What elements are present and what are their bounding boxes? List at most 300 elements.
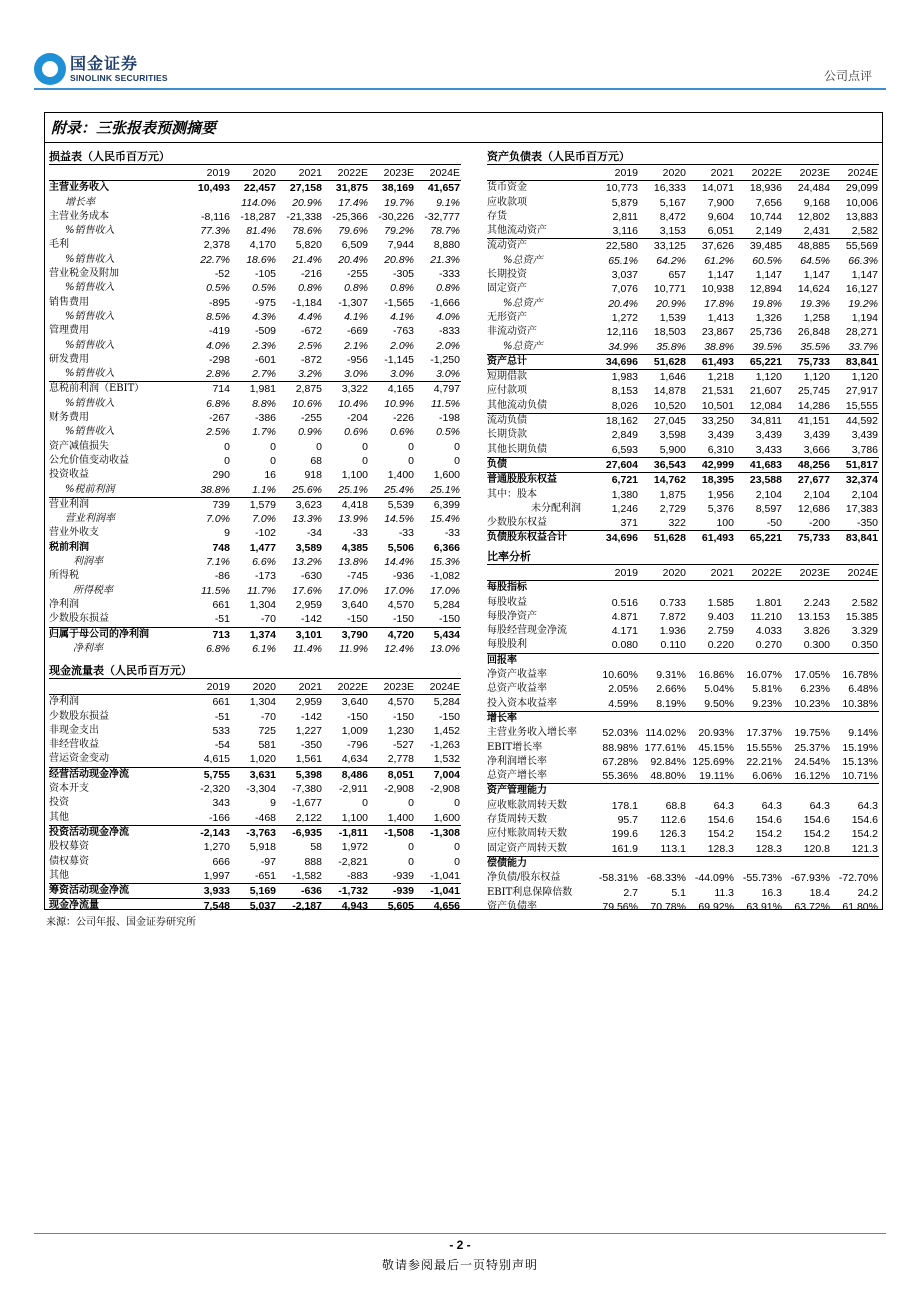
cell-value: 11.210: [750, 610, 782, 623]
cell-value: 14,624: [797, 283, 830, 296]
cell-value: 9.50%: [704, 697, 734, 710]
cell-value: 3,640: [341, 696, 368, 709]
cell-value: 0.6%: [390, 426, 414, 439]
row-label: 资产管理能力: [487, 784, 591, 799]
table-row: [487, 711, 879, 726]
row-label: 存货: [487, 210, 507, 222]
row-label: 少数股东权益: [487, 517, 547, 529]
cell-value: 5,167: [659, 196, 686, 209]
row-label: %总资产: [503, 297, 543, 309]
cell-value: 26,848: [797, 326, 830, 339]
cell-value: 15.55%: [746, 741, 782, 754]
cell-value: -150: [346, 710, 368, 723]
cell-value: 64.3: [713, 799, 734, 812]
cell-value: 3.0%: [390, 368, 414, 381]
cell-value: -200: [808, 517, 830, 530]
cell-value: 33,125: [639, 239, 687, 254]
cell-value: 1,009: [341, 724, 368, 737]
cell-value: 2.05%: [608, 683, 638, 696]
cell-value: -305: [392, 268, 414, 281]
cell-value: 918: [304, 469, 322, 482]
cell-value: 3,439: [803, 429, 830, 442]
year-header: 2023E: [369, 166, 415, 181]
cell-value: -72.70%: [838, 872, 878, 885]
table-row: [487, 531, 879, 546]
cell-value: 113.1: [660, 842, 686, 855]
cell-value: -142: [300, 613, 322, 626]
cell-value: -630: [300, 570, 322, 583]
year-header: 2019: [591, 566, 639, 581]
table-row: [487, 856, 879, 871]
year-header: 2020: [231, 166, 277, 181]
row-label: 负债股东权益合计: [487, 531, 591, 546]
row-label: %销售收入: [65, 368, 115, 380]
cell-value: -267: [208, 412, 230, 425]
cell-value: [591, 784, 639, 799]
cell-value: [783, 653, 831, 668]
row-label: 非经营收益: [49, 739, 99, 751]
cell-value: 11.4%: [293, 642, 322, 655]
source-note: 来源：公司年报、国金证券研究所: [46, 917, 196, 928]
cell-value: 125.69%: [692, 755, 734, 768]
cell-value: 3.329: [851, 625, 878, 638]
cashflow-table: [49, 680, 461, 914]
cell-value: 12,894: [749, 283, 782, 296]
cell-value: 1,997: [203, 869, 230, 882]
year-header: 2022E: [323, 166, 369, 181]
row-label: 资本开支: [49, 783, 89, 795]
table-row: [49, 367, 461, 382]
row-label: EBIT利息保障倍数: [487, 886, 573, 898]
table-row: [49, 767, 461, 782]
cell-value: 5,605: [369, 899, 415, 914]
cell-value: 34.9%: [608, 340, 638, 353]
cell-value: 154.6: [755, 814, 782, 827]
cell-value: -419: [208, 325, 230, 338]
table-row: [487, 239, 879, 254]
cell-value: 2,104: [755, 488, 782, 501]
cell-value: 61,493: [687, 354, 735, 369]
table-row: [49, 339, 461, 353]
cell-value: 714: [185, 382, 231, 397]
cell-value: 20.4%: [608, 297, 638, 310]
row-label: 其他流动负债: [487, 399, 547, 411]
year-header: 2024E: [831, 566, 879, 581]
cell-value: -1,041: [415, 884, 461, 899]
cell-value: -796: [346, 739, 368, 752]
cell-value: 1,956: [707, 488, 734, 501]
year-header: 2020: [639, 566, 687, 581]
table-row: [49, 267, 461, 281]
cell-value: 154.2: [707, 828, 734, 841]
cell-value: -21,338: [286, 210, 322, 223]
cell-value: 10.38%: [842, 697, 878, 710]
cell-value: 725: [258, 724, 276, 737]
cell-value: [831, 711, 879, 726]
cell-value: 20.4%: [338, 253, 368, 266]
cell-value: 17.4%: [338, 196, 368, 209]
table-row: [487, 610, 879, 624]
cell-value: 0.220: [707, 639, 734, 652]
row-label: 公允价值变动收益: [49, 454, 129, 466]
cell-value: 51,628: [639, 531, 687, 546]
cell-value: 10,744: [749, 210, 782, 223]
cell-value: 4.033: [755, 625, 782, 638]
cell-value: -150: [392, 613, 414, 626]
cell-value: 31,875: [335, 182, 368, 195]
row-label: 净利润增长率: [487, 755, 547, 767]
cashflow-title: 现金流量表（人民币百万元）: [49, 663, 461, 679]
cell-value: 65,221: [735, 354, 783, 369]
cell-value: -651: [254, 869, 276, 882]
cell-value: 6.8%: [206, 397, 230, 410]
cell-value: 6.06%: [752, 770, 782, 783]
table-row: [487, 653, 879, 668]
cell-value: 17.0%: [384, 584, 414, 597]
cell-value: 44,592: [831, 414, 879, 429]
cell-value: [639, 856, 687, 871]
cell-value: 114.02%: [645, 727, 686, 740]
row-label: 回报率: [487, 653, 591, 668]
cell-value: 1,194: [851, 311, 878, 324]
cell-value: 3.0%: [436, 368, 460, 381]
cell-value: 161.9: [611, 842, 638, 855]
cell-value: 2.8%: [206, 368, 230, 381]
cell-value: 2.3%: [252, 339, 276, 352]
cell-value: -833: [438, 325, 460, 338]
cell-value: 17.05%: [794, 669, 830, 682]
table-row: [49, 210, 461, 224]
year-header: 2022E: [735, 166, 783, 181]
cell-value: 3.0%: [344, 368, 368, 381]
cell-value: [591, 581, 639, 596]
cell-value: 20.9%: [292, 196, 322, 209]
cell-value: 1,600: [433, 811, 460, 824]
cell-value: 83,841: [831, 354, 879, 369]
cell-value: 8,486: [323, 767, 369, 782]
cell-value: -33: [444, 527, 460, 540]
table-row: [49, 627, 461, 642]
cell-value: 15.4%: [430, 513, 460, 526]
cell-value: 23,867: [701, 326, 734, 339]
row-label: 税前利润: [49, 541, 89, 553]
row-label: %销售收入: [65, 282, 115, 294]
cell-value: -150: [438, 710, 460, 723]
cell-value: 20.9%: [656, 297, 686, 310]
cell-value: 8.19%: [656, 697, 686, 710]
table-row: [487, 354, 879, 369]
cell-value: 12,084: [749, 399, 782, 412]
cell-value: 7,656: [755, 196, 782, 209]
cell-value: 78.7%: [430, 225, 460, 238]
cell-value: 888: [304, 855, 322, 868]
table-row: [487, 871, 879, 885]
table-row: [49, 497, 461, 512]
cell-value: 0: [362, 454, 368, 467]
cell-value: 27,045: [639, 414, 687, 429]
cell-value: 13.153: [797, 610, 830, 623]
row-label: %总资产: [503, 340, 543, 352]
income-table: [49, 166, 461, 656]
cell-value: 38.8%: [704, 340, 734, 353]
cell-value: 12,116: [606, 326, 638, 339]
table-row: [49, 555, 461, 569]
cell-value: 154.2: [803, 828, 830, 841]
row-label: 营业外收支: [49, 527, 99, 539]
cell-value: -34: [306, 527, 322, 540]
row-label: 资产负债率: [487, 900, 537, 912]
row-label: %销售收入: [65, 253, 115, 265]
table-row: [487, 726, 879, 740]
cell-value: -298: [208, 353, 230, 366]
cell-value: 3,153: [659, 225, 686, 238]
cell-value: 41,657: [427, 182, 460, 195]
cell-value: 4,165: [369, 382, 415, 397]
table-row: [49, 512, 461, 526]
cell-value: 126.3: [659, 828, 686, 841]
table-row: [49, 238, 461, 252]
cell-value: -150: [392, 710, 414, 723]
cell-value: 18,936: [749, 182, 782, 195]
table-row: [487, 268, 879, 282]
cell-value: 1,326: [755, 311, 782, 324]
table-row: [487, 842, 879, 857]
cell-value: 3,631: [231, 767, 277, 782]
table-row: [487, 741, 879, 755]
cell-value: 14,878: [653, 385, 686, 398]
cell-value: 12,802: [797, 210, 830, 223]
cell-value: -2,143: [185, 825, 231, 840]
cell-value: 2,431: [803, 225, 830, 238]
cell-value: 1,147: [851, 269, 878, 282]
cell-value: 657: [668, 269, 686, 282]
page-header: [0, 0, 920, 90]
cell-value: 8,153: [611, 385, 638, 398]
cell-value: 7.872: [659, 610, 686, 623]
cell-value: 64.5%: [800, 254, 830, 267]
cell-value: 38,169: [381, 182, 414, 195]
row-label: 偿债能力: [487, 856, 591, 871]
cell-value: 13.9%: [338, 513, 368, 526]
cell-value: 0: [408, 440, 414, 453]
table-row: [49, 710, 461, 724]
cell-value: 1,532: [433, 753, 460, 766]
row-label: 流动资产: [487, 239, 591, 254]
cell-value: 18,162: [591, 414, 639, 429]
cell-value: -895: [208, 296, 230, 309]
cell-value: 68.8: [665, 799, 686, 812]
table-row: [49, 825, 461, 840]
table-row: [49, 752, 461, 767]
year-header: 2022E: [735, 566, 783, 581]
cell-value: 3,666: [803, 443, 830, 456]
cell-value: 10.6%: [292, 397, 322, 410]
cell-value: 61,493: [687, 531, 735, 546]
cell-value: -30,226: [378, 210, 414, 223]
cell-value: 4.0%: [206, 339, 230, 352]
cell-value: 0.6%: [344, 426, 368, 439]
cell-value: 3,433: [755, 443, 782, 456]
table-row: [487, 311, 879, 325]
row-label: 未分配利润: [531, 502, 581, 514]
cell-value: 2.7%: [252, 368, 276, 381]
table-row: [49, 181, 461, 196]
cell-value: 6,051: [707, 225, 734, 238]
cell-value: 5.1: [671, 886, 686, 899]
table-row: [49, 695, 461, 710]
row-label: 筹资活动现金净流: [49, 884, 185, 899]
year-header: 2024E: [415, 166, 461, 181]
table-row: [49, 324, 461, 338]
table-row: [49, 855, 461, 869]
cell-value: 3,322: [323, 382, 369, 397]
table-row: [49, 642, 461, 656]
row-label: 固定资产周转天数: [487, 842, 567, 854]
row-label: 营业利润: [49, 497, 185, 512]
cell-value: -255: [300, 412, 322, 425]
cell-value: 0: [224, 454, 230, 467]
cell-value: 17.6%: [292, 584, 322, 597]
row-label: 每股净资产: [487, 610, 537, 622]
cell-value: 10,773: [605, 182, 638, 195]
table-row: [487, 196, 879, 210]
cell-value: 39,485: [735, 239, 783, 254]
table-row: [487, 210, 879, 224]
row-label: %销售收入: [65, 310, 115, 322]
cell-value: 20.93%: [698, 727, 734, 740]
cell-value: 121.3: [851, 842, 878, 855]
cell-value: 0.8%: [436, 282, 460, 295]
row-label: 净利率: [73, 642, 103, 654]
cell-value: 1,400: [387, 811, 414, 824]
cell-value: 10.60%: [602, 669, 638, 682]
cell-value: 4,418: [323, 497, 369, 512]
cell-value: -102: [254, 527, 276, 540]
cell-value: 14.5%: [384, 513, 414, 526]
cell-value: 9,168: [803, 196, 830, 209]
cell-value: 2,959: [295, 598, 322, 611]
cell-value: 1,230: [387, 724, 414, 737]
cell-value: 5,434: [415, 627, 461, 642]
cell-value: 1,120: [735, 370, 783, 385]
cell-value: -1,308: [415, 825, 461, 840]
table-row: [487, 384, 879, 398]
cell-value: 25.6%: [292, 483, 322, 496]
table-row: [49, 425, 461, 439]
cell-value: 14.4%: [384, 556, 414, 569]
row-label: 长期投资: [487, 269, 527, 281]
cell-value: [831, 653, 879, 668]
cell-value: 1,270: [203, 841, 230, 854]
cell-value: 39.5%: [752, 340, 782, 353]
cell-value: 18.4: [809, 886, 830, 899]
cell-value: 6,366: [433, 541, 460, 554]
table-row: [49, 454, 461, 468]
cell-value: 128.3: [707, 842, 734, 855]
cell-value: -1,565: [384, 296, 414, 309]
cell-value: 20.8%: [384, 253, 414, 266]
cell-value: 4,385: [341, 541, 368, 554]
table-row: [487, 827, 879, 841]
cell-value: 18,395: [687, 473, 735, 488]
cell-value: 9.1%: [436, 196, 460, 209]
cell-value: [185, 196, 231, 210]
cell-value: 25.1%: [430, 483, 460, 496]
cell-value: 5,398: [277, 767, 323, 782]
cell-value: 739: [185, 497, 231, 512]
year-header: 2024E: [831, 166, 879, 181]
cell-value: 4.1%: [390, 310, 414, 323]
cell-value: 0: [454, 454, 460, 467]
cell-value: 1,579: [231, 497, 277, 512]
table-row: [487, 900, 879, 914]
cell-value: 666: [212, 855, 230, 868]
cell-value: 63.91%: [746, 900, 782, 913]
cell-value: -7,380: [292, 783, 322, 796]
cell-value: 1,561: [295, 753, 322, 766]
cell-value: 3,786: [851, 443, 878, 456]
cell-value: 7,076: [611, 283, 638, 296]
row-label: 财务费用: [49, 412, 89, 424]
cell-value: 4.1%: [344, 310, 368, 323]
cell-value: -763: [392, 325, 414, 338]
cell-value: 4,570: [387, 598, 414, 611]
cell-value: 1,227: [295, 724, 322, 737]
cell-value: 1,100: [341, 469, 368, 482]
cell-value: 3,116: [612, 225, 638, 238]
cell-value: 0: [362, 797, 368, 810]
row-label: 净利润: [49, 696, 79, 708]
row-label: 营业利润率: [65, 513, 115, 525]
cell-value: 24.2: [857, 886, 878, 899]
row-label: 经营活动现金净流: [49, 767, 185, 782]
cell-value: 3,037: [611, 269, 638, 282]
cell-value: 21.4%: [292, 253, 322, 266]
cell-value: 19.2%: [848, 297, 878, 310]
cell-value: 22.7%: [200, 253, 230, 266]
income-statement: [49, 149, 461, 656]
cell-value: 83,841: [831, 531, 879, 546]
row-label: 总资产收益率: [487, 683, 547, 695]
cell-value: -255: [346, 268, 368, 281]
cell-value: 8.8%: [252, 397, 276, 410]
balance-sheet: [487, 149, 879, 546]
table-row: [487, 638, 879, 653]
table-row: [49, 584, 461, 598]
cell-value: 60.5%: [752, 254, 782, 267]
cell-value: 69.92%: [698, 900, 734, 913]
cell-value: 32,374: [831, 473, 879, 488]
cell-value: 16.07%: [746, 669, 782, 682]
cell-value: 154.2: [851, 828, 878, 841]
cell-value: 16.78%: [842, 669, 878, 682]
cell-value: 9.23%: [752, 697, 782, 710]
cell-value: 2,875: [277, 382, 323, 397]
cell-value: 13,883: [845, 210, 878, 223]
cell-value: 6.48%: [848, 683, 878, 696]
year-header: 2022E: [323, 680, 369, 695]
cell-value: 4.4%: [298, 310, 322, 323]
row-label: 资产减值损失: [49, 440, 109, 452]
cell-value: [783, 784, 831, 799]
cell-value: 22,580: [591, 239, 639, 254]
cell-value: -2,821: [338, 855, 368, 868]
cell-value: 0: [408, 855, 414, 868]
cell-value: 11.3: [714, 886, 734, 899]
row-label: EBIT增长率: [487, 741, 543, 753]
cell-value: 0: [270, 454, 276, 467]
cell-value: [639, 711, 687, 726]
